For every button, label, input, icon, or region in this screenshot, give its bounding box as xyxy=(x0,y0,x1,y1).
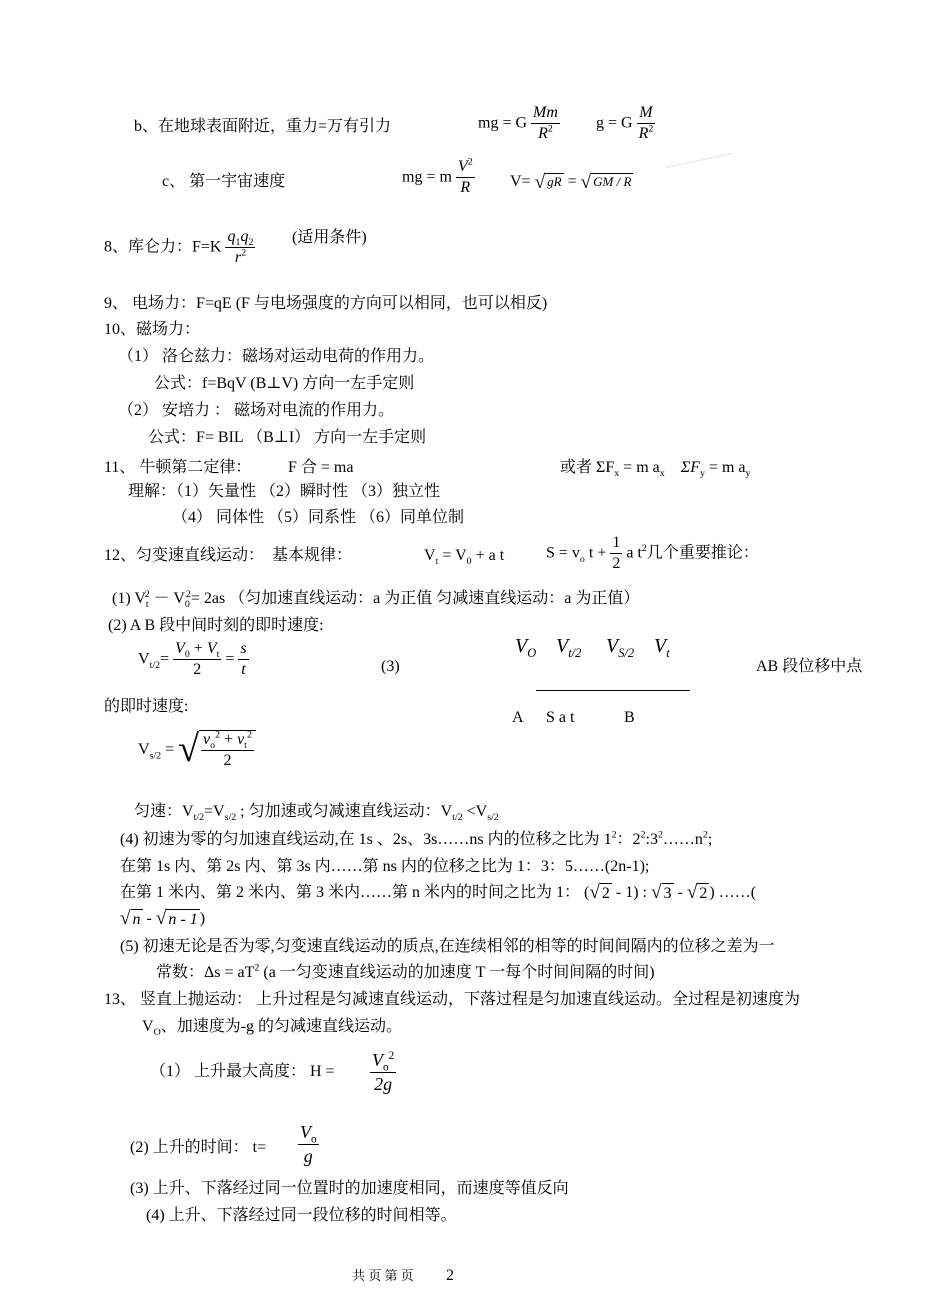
ampere-formula: 公式：F= BIL （B⊥I） 方向一左手定则 xyxy=(148,429,427,446)
max-height-formula: $\frac{V_o^2}{2g}$ xyxy=(372,1050,395,1094)
diagram-s-a-t: S a t xyxy=(546,709,575,726)
gravity-text: b、在地球表面附近，重力=万有引力 xyxy=(134,118,392,135)
newton-components: 或者 $\Sigma F_x = m$ $a_x$ $\Sigma F_y = m$ $a_y$ xyxy=(560,459,751,480)
section-8-coulomb: 8、库仑力：F=K $\frac{q_1q_2}{r^2}$ xyxy=(104,228,254,267)
section-13-vertical-throw: 13、 竖直上抛运动： 上升过程是匀减速直线运动，下落过程是匀加速直线运动。全过程是初速度为 xyxy=(104,991,801,1008)
newton-understanding-2: （4） 同体性 （5）同系性 （6）同单位制 xyxy=(172,509,465,526)
cosmic-formula-1: mg = m $\frac{V^2}{R}$ xyxy=(402,156,473,197)
gravity-formula-2: g = G $\frac{M}{R^2}$ xyxy=(596,104,654,143)
faint-line xyxy=(666,153,733,168)
max-height-label: （1） 上升最大高度： H = xyxy=(150,1063,335,1080)
cosmic-formula-2: V= √ gR = √ GM / R xyxy=(510,171,632,193)
diagram-segment-line xyxy=(536,690,690,691)
rise-time-label: (2) 上升的时间： t= xyxy=(130,1139,267,1156)
mid-time-velocity-formula: $V_{t/2}=$ $\frac{V_0 + V_t}{2}$ = $\frac{s}{t}$ xyxy=(138,640,247,679)
diagram-vt: $V_t$ xyxy=(654,635,670,660)
corollary-5: (5) 初速无论是否为零,匀变速直线运动的质点,在连续相邻的相等的时间间隔内的位移之差为一 xyxy=(120,938,775,955)
diagram-point-b: B xyxy=(624,709,635,726)
uniform-comparison: 匀速：$V_{t/2}=V_{s/2}$ ; 匀加速或匀减速直线运动：$V_{t/2} <V_{s/2}$ xyxy=(134,803,499,824)
displacement-law: $S = v_o$ t + $\frac{1}{2}$ a $t^2$几个重要推论： xyxy=(546,534,759,573)
section-11-newton: 11、 牛顿第二定律： xyxy=(104,459,252,476)
ab-midpoint-text: AB 段位移中点 xyxy=(756,658,863,675)
corollary-1: (1) $V_t^2 - V_0^2= 2as$ （匀加速直线运动：a 为正值 匀减速直线运动：a 为正值） xyxy=(112,588,640,611)
diagram-vo: $V_O$ xyxy=(515,635,537,660)
mid-position-velocity-formula: $V_{s/2}$ = √ $\frac{v_o^2 + v_t^2}{2}$ xyxy=(138,730,256,771)
first-cosmic-velocity-text: c、 第一宇宙速度 xyxy=(162,173,286,190)
ampere-force: （2） 安培力 ： 磁场对电流的作用力。 xyxy=(118,402,395,419)
diagram-vs2: $V_{S/2}$ xyxy=(606,635,635,660)
rise-time-formula: $\frac{V_o}{g}$ xyxy=(300,1122,317,1166)
diagram-point-a: A xyxy=(512,709,524,726)
section-9-electric-force: 9、 电场力：F=qE (F 与电场强度的方向可以相同，也可以相反) xyxy=(104,295,548,312)
lorentz-formula: 公式：f=BqV (B⊥V) 方向一左手定则 xyxy=(154,375,415,392)
coulomb-condition: (适用条件) xyxy=(292,229,367,246)
rule-4: (4) 上升、下落经过同一段位移的时间相等。 xyxy=(146,1207,457,1224)
newton-formula: F 合 = ma xyxy=(288,459,354,476)
corollary-4-line-4: √ n - √ n - 1 ) xyxy=(120,908,206,930)
corollary-2: (2) A B 段中间时刻的即时速度: xyxy=(108,617,324,634)
corollary-4-line-2: 在第 1s 内、第 2s 内、第 3s 内……第 ns 内的位移之比为 1：3：5……(2n-1); xyxy=(120,858,650,875)
lorentz-force: （1） 洛仑兹力：磁场对运动电荷的作用力。 xyxy=(118,348,435,365)
page-number: 2 xyxy=(446,1267,454,1284)
footer-text: 共 页 第 页 xyxy=(352,1268,414,1283)
rule-3: (3) 上升、下落经过同一位置时的加速度相同，而速度等值反向 xyxy=(130,1180,569,1197)
corollary-3-label: (3) xyxy=(381,658,400,675)
corollary-4: (4) 初速为零的匀加速直线运动,在 1s 、2s、3s……ns 内的位移之比为 $1^2$：$2^2:3^2\dots\dots n^2$; xyxy=(120,829,713,848)
corollary-5-line-2: 常数：$\Delta s = aT^2$ (a 一匀变速直线运动的加速度 T 一每个时间间隔的时间) xyxy=(156,962,655,981)
ab-midpoint-text-2: 的即时速度: xyxy=(104,698,189,715)
section-12-uniform-accel: 12、匀变速直线运动： 基本规律： xyxy=(104,547,353,564)
gravity-formula-1: mg = G $\frac{Mm}{R^2}$ xyxy=(478,104,558,143)
corollary-4-line-3: 在第 1 米内、第 2 米内、第 3 米内……第 n 米内的时间之比为 1： ( √ 2 - 1) : √ 3 - √ 2 ) ……( xyxy=(120,882,757,904)
diagram-vt2: $V_{t/2}$ xyxy=(556,635,582,660)
velocity-law: $V_t = V_0 + a$ t xyxy=(424,547,505,568)
section-10-magnetic-force: 10、磁场力： xyxy=(104,321,201,338)
section-13-line-2: $V_O$、加速度为-g 的匀减速直线运动。 xyxy=(142,1018,403,1039)
newton-understanding-1: 理解：（1）矢量性 （2）瞬时性 （3）独立性 xyxy=(128,483,441,500)
